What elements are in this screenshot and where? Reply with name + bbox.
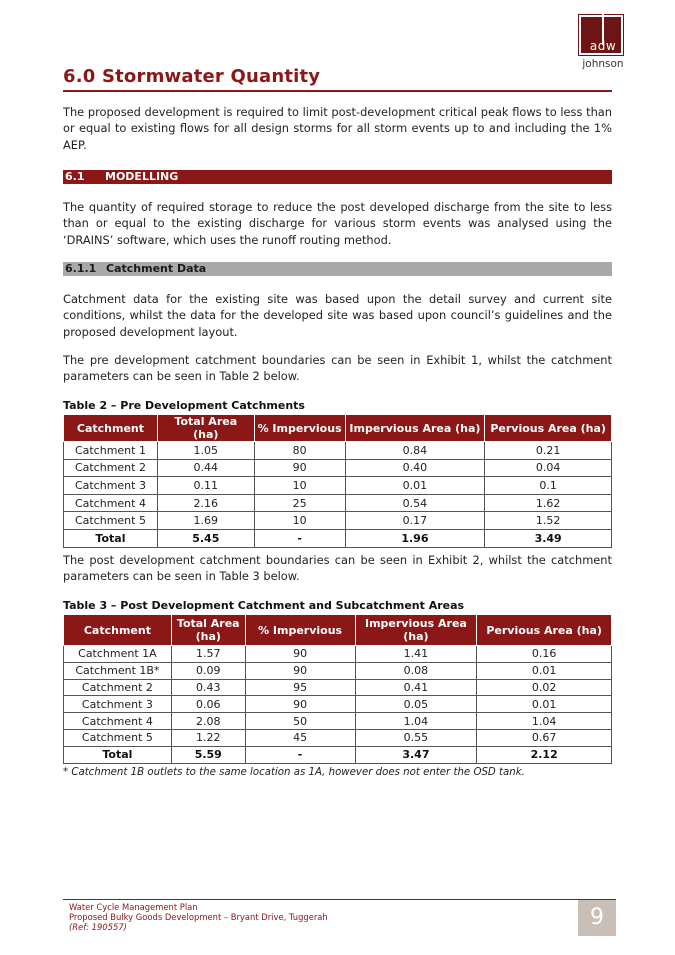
- table-cell: 3.47: [355, 746, 477, 763]
- section-6-1-1-number: 6.1.1: [65, 262, 97, 275]
- post-development-paragraph: The post development catchment boundaries can be seen in Exhibit 2, whilst the catchment parameters can be seen in Table 3 below.: [63, 553, 612, 584]
- table-cell: 5.45: [157, 529, 254, 547]
- table-cell: 90: [254, 459, 345, 477]
- table-cell: 1.04: [477, 713, 612, 730]
- table-cell: Catchment 1: [64, 442, 158, 460]
- table-header-cell: Impervious Area (ha): [355, 615, 477, 646]
- table-cell: Catchment 5: [64, 512, 158, 530]
- table-cell: 0.21: [485, 442, 612, 460]
- catchment-paragraph-1: Catchment data for the existing site was based upon the detail survey and current site conditions, whilst the data for the developed site was based upon council’s guidelines and the proposed development layout.: [63, 292, 612, 339]
- table-cell: Catchment 1B*: [64, 662, 172, 679]
- section-6-1-1-title: Catchment Data: [106, 262, 207, 275]
- table-cell: 2.12: [477, 746, 612, 763]
- table-row: [64, 646, 612, 663]
- table-cell: 0.08: [355, 662, 477, 679]
- table-cell: 10: [254, 477, 345, 495]
- heading-rule: [63, 90, 612, 92]
- table-cell: 0.01: [345, 477, 485, 495]
- table-cell: 0.11: [157, 477, 254, 495]
- table-cell: 0.01: [477, 696, 612, 713]
- logo-mark: [579, 15, 623, 55]
- table-row: [64, 679, 612, 696]
- section-6-1-title: MODELLING: [105, 170, 179, 183]
- table-row: [64, 696, 612, 713]
- table-3-post-development: [63, 614, 612, 764]
- table-row: [64, 713, 612, 730]
- table-cell: 0.09: [171, 662, 245, 679]
- table-header-cell: Catchment: [64, 615, 172, 646]
- page-footer: [69, 902, 328, 933]
- table-header-cell: Total Area (ha): [157, 415, 254, 442]
- table-cell: 80: [254, 442, 345, 460]
- table-cell: 90: [245, 696, 355, 713]
- table-cell: 90: [245, 662, 355, 679]
- table-cell: 45: [245, 729, 355, 746]
- table-cell: -: [254, 529, 345, 547]
- logo-subtext: johnson: [582, 58, 624, 70]
- table-header-row: [64, 615, 612, 646]
- table-header-cell: Impervious Area (ha): [345, 415, 485, 442]
- table-cell: 0.40: [345, 459, 485, 477]
- table-row: [64, 477, 612, 495]
- table-total-row: [64, 746, 612, 763]
- table-cell: 1.04: [355, 713, 477, 730]
- footer-line-project: Proposed Bulky Goods Development – Bryant Drive, Tuggerah: [69, 912, 328, 923]
- table-cell: 0.1: [485, 477, 612, 495]
- table-cell: 1.05: [157, 442, 254, 460]
- table-row: [64, 442, 612, 460]
- table-cell: Catchment 2: [64, 679, 172, 696]
- logo-text: adw: [589, 39, 617, 53]
- table-header-cell: Pervious Area (ha): [485, 415, 612, 442]
- table-header-cell: % Impervious: [254, 415, 345, 442]
- table-cell: 0.05: [355, 696, 477, 713]
- table-header-cell: Total Area (ha): [171, 615, 245, 646]
- table-cell: 0.55: [355, 729, 477, 746]
- table-cell: 0.02: [477, 679, 612, 696]
- table-2-caption: Table 2 – Pre Development Catchments: [63, 399, 305, 412]
- table-cell: 2.16: [157, 494, 254, 512]
- table-cell: Catchment 2: [64, 459, 158, 477]
- table-row: [64, 459, 612, 477]
- table-cell: 0.04: [485, 459, 612, 477]
- table-row: [64, 662, 612, 679]
- table-header-row: [64, 415, 612, 442]
- footer-rule: [63, 899, 616, 900]
- table-cell: 25: [254, 494, 345, 512]
- table-cell: Catchment 3: [64, 696, 172, 713]
- section-6-1-number: 6.1: [65, 170, 85, 183]
- table-header-cell: % Impervious: [245, 615, 355, 646]
- page-number: 9: [578, 900, 616, 936]
- table-cell: Total: [64, 746, 172, 763]
- table-cell: 1.69: [157, 512, 254, 530]
- table-cell: -: [245, 746, 355, 763]
- table-cell: 1.41: [355, 646, 477, 663]
- table-row: [64, 729, 612, 746]
- table-cell: 1.22: [171, 729, 245, 746]
- table-cell: 1.52: [485, 512, 612, 530]
- table-cell: 2.08: [171, 713, 245, 730]
- table-cell: 1.62: [485, 494, 612, 512]
- table-cell: 0.06: [171, 696, 245, 713]
- table-cell: 0.44: [157, 459, 254, 477]
- table-cell: 5.59: [171, 746, 245, 763]
- table-cell: Catchment 4: [64, 713, 172, 730]
- table-cell: 10: [254, 512, 345, 530]
- footer-line-reference: (Ref: 190557): [69, 922, 127, 933]
- section-6-1-1-header: [63, 262, 612, 276]
- table-cell: Catchment 4: [64, 494, 158, 512]
- table-2-pre-development: [63, 414, 612, 548]
- table-cell: 1.96: [345, 529, 485, 547]
- table-cell: Total: [64, 529, 158, 547]
- table-cell: 0.16: [477, 646, 612, 663]
- table-3-footnote: * Catchment 1B outlets to the same location as 1A, however does not enter the OSD tank.: [63, 767, 525, 778]
- table-cell: 0.84: [345, 442, 485, 460]
- table-header-cell: Pervious Area (ha): [477, 615, 612, 646]
- catchment-paragraph-2: The pre development catchment boundaries can be seen in Exhibit 1, whilst the catchment parameters can be seen in Table 2 below.: [63, 353, 612, 384]
- table-cell: 95: [245, 679, 355, 696]
- company-logo: [579, 15, 627, 70]
- section-6-1-header: [63, 170, 612, 184]
- page-heading: 6.0 Stormwater Quantity: [63, 66, 321, 87]
- table-cell: Catchment 1A: [64, 646, 172, 663]
- modelling-paragraph: The quantity of required storage to reduce the post developed discharge from the site to less than or equal to the existing discharge for various storm events was analysed using the ‘DRAINS’ software, which uses the runoff routing method.: [63, 200, 612, 247]
- table-cell: 0.67: [477, 729, 612, 746]
- table-cell: Catchment 3: [64, 477, 158, 495]
- table-header-cell: Catchment: [64, 415, 158, 442]
- table-cell: 90: [245, 646, 355, 663]
- table-cell: 0.41: [355, 679, 477, 696]
- table-cell: 3.49: [485, 529, 612, 547]
- footer-line-title: Water Cycle Management Plan: [69, 902, 198, 912]
- table-row: [64, 512, 612, 530]
- table-cell: 50: [245, 713, 355, 730]
- table-cell: 0.54: [345, 494, 485, 512]
- table-cell: 0.01: [477, 662, 612, 679]
- table-cell: 0.17: [345, 512, 485, 530]
- table-3-caption: Table 3 – Post Development Catchment and Subcatchment Areas: [63, 599, 465, 612]
- table-cell: 0.43: [171, 679, 245, 696]
- table-cell: Catchment 5: [64, 729, 172, 746]
- intro-paragraph: The proposed development is required to limit post-development critical peak flows to less than or equal to existing flows for all design storms for all storm events up to and including the 1% AEP.: [63, 105, 612, 152]
- table-row: [64, 494, 612, 512]
- table-cell: 1.57: [171, 646, 245, 663]
- table-total-row: [64, 529, 612, 547]
